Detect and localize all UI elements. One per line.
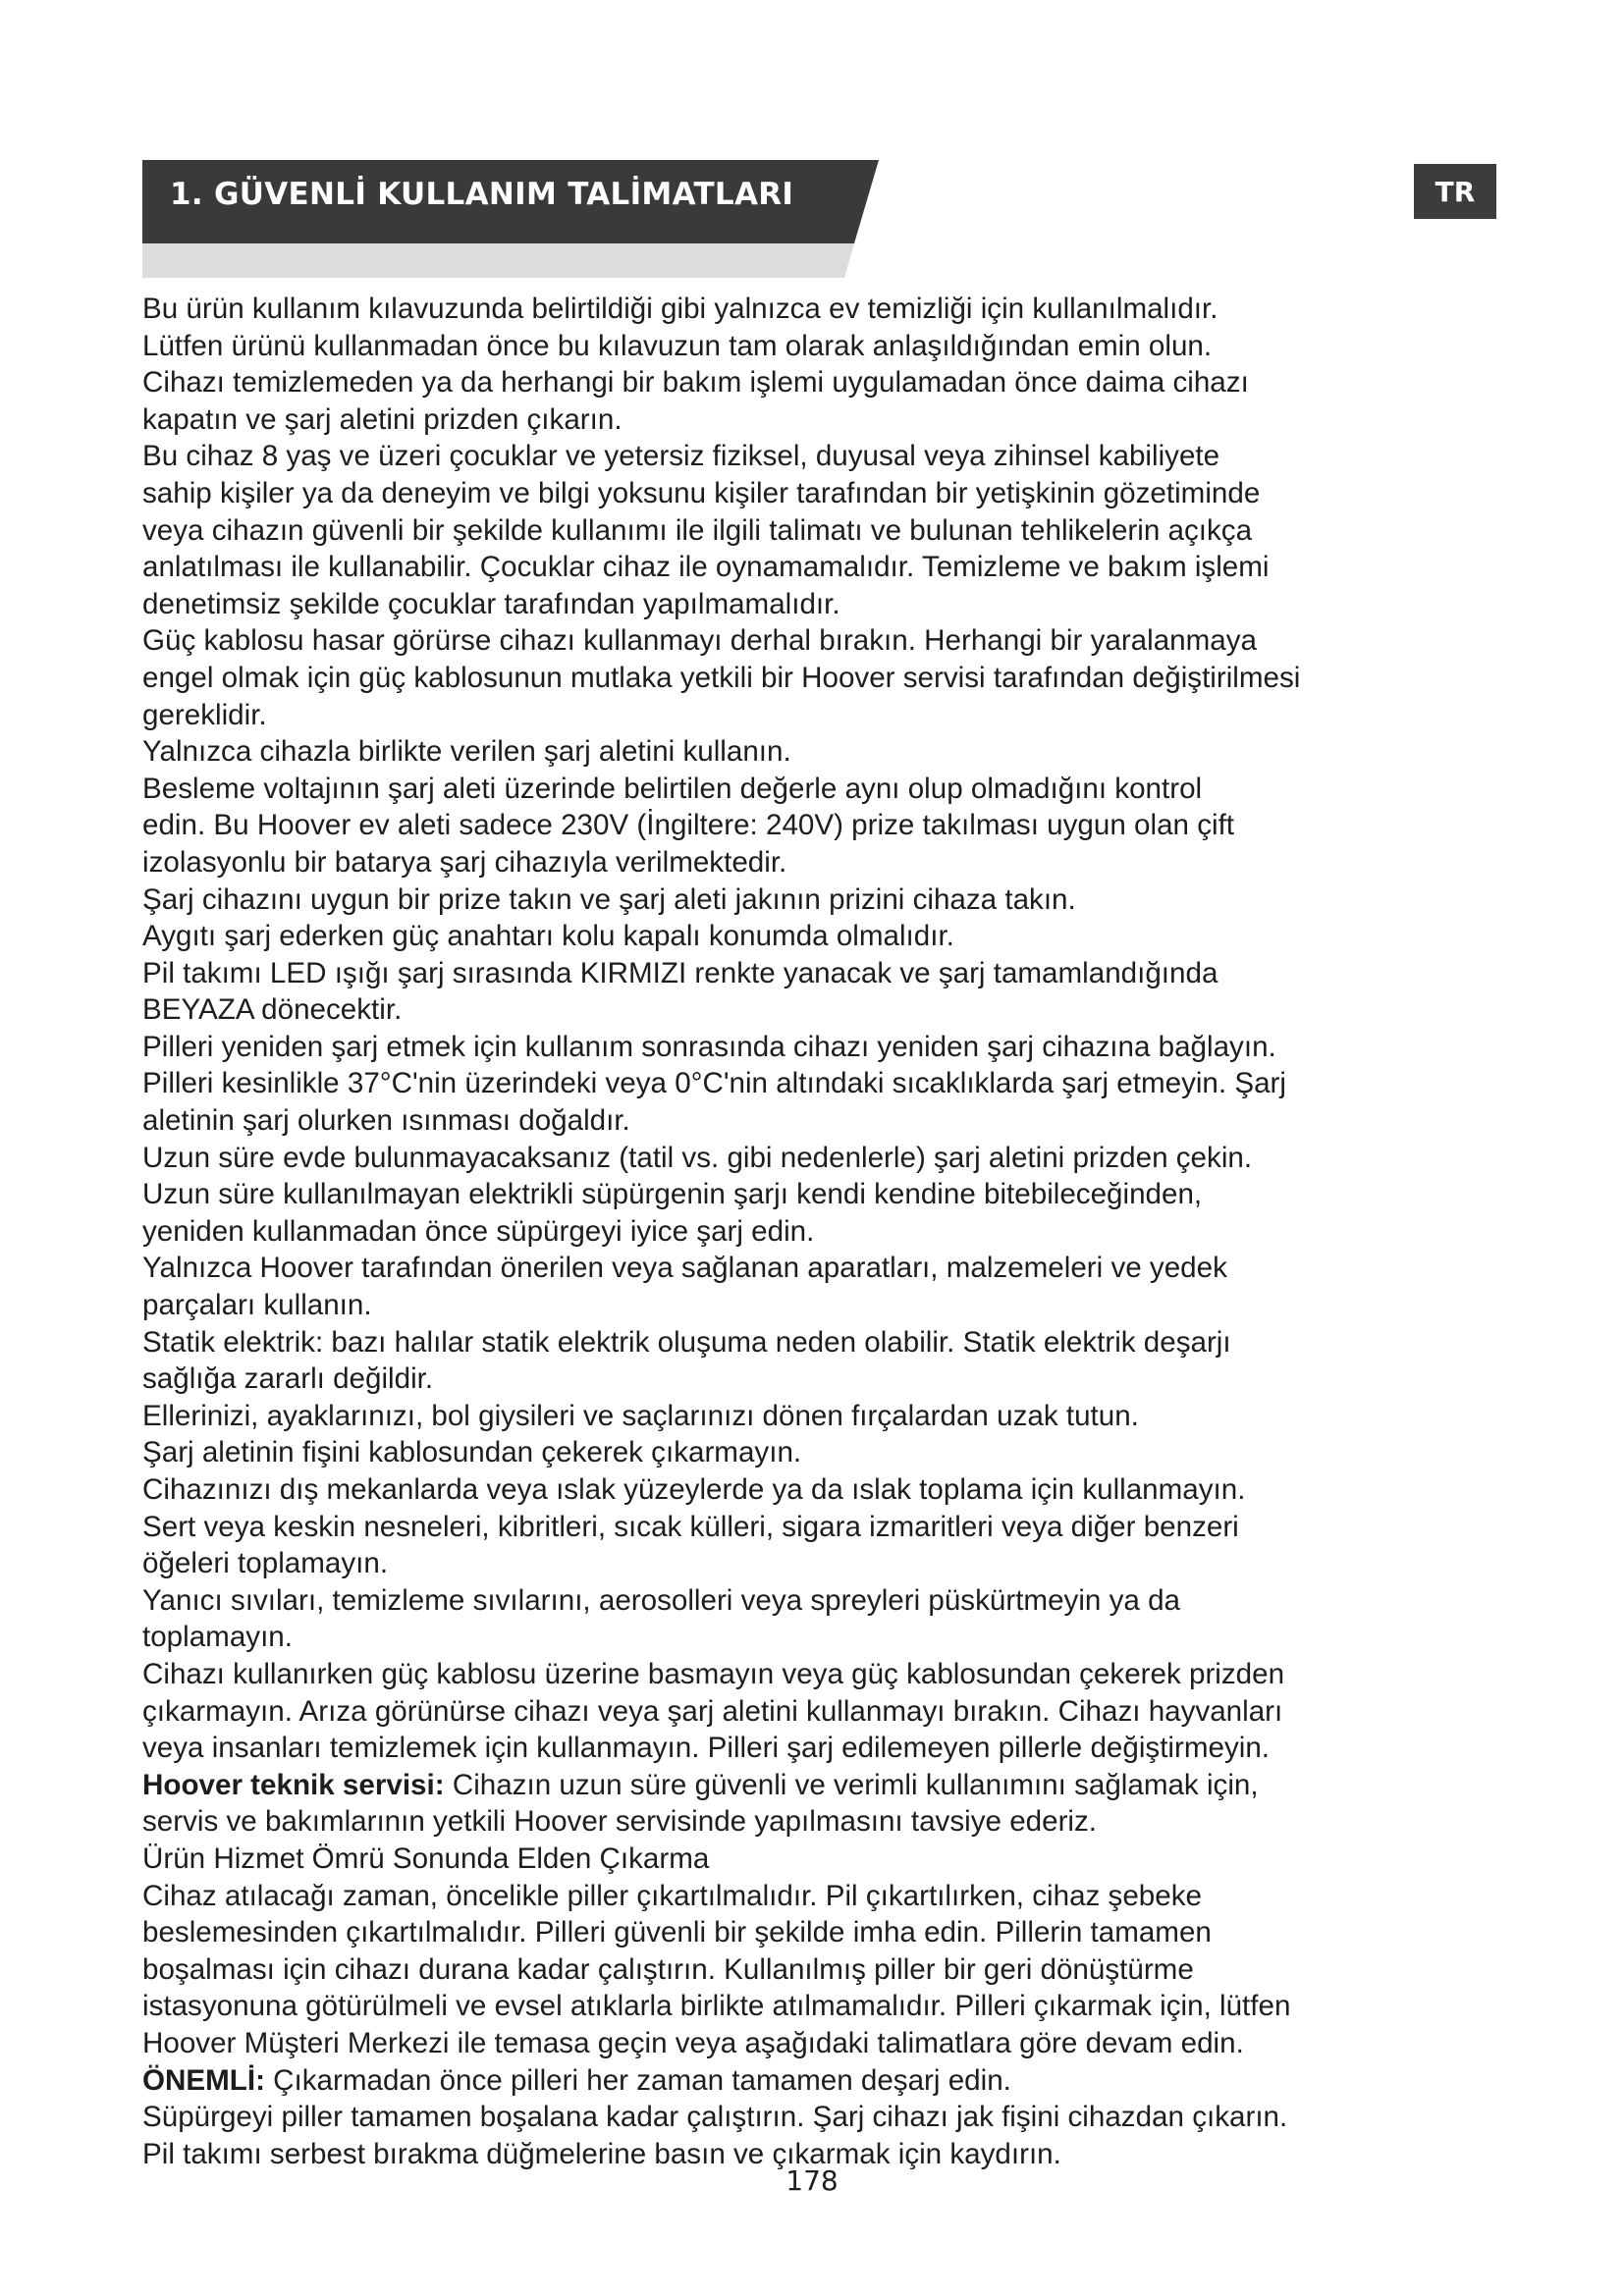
text-line xyxy=(142,991,1502,1029)
line-text: Ürün Hizmet Ömrü Sonunda Elden Çıkarma xyxy=(142,1842,710,1875)
text-line xyxy=(142,1398,1502,1435)
text-line xyxy=(142,1619,1502,1656)
line-text: izolasyonlu bir batarya şarj cihazıyla verilmektedir. xyxy=(142,845,787,879)
line-text: Cihaz atılacağı zaman, öncelikle piller çıkartılmalıdır. Pil çıkartılırken, cihaz şebeke xyxy=(142,1879,1202,1912)
text-line xyxy=(142,881,1502,919)
line-text: Uzun süre evde bulunmayacaksanız (tatil vs. gibi nedenlerle) şarj aletini prizden çekin. xyxy=(142,1141,1253,1174)
text-line xyxy=(142,438,1502,475)
line-text: Yalnızca Hoover tarafından önerilen veya sağlanan aparatları, malzemeleri ve yedek xyxy=(142,1252,1227,1285)
text-line xyxy=(142,1656,1502,1693)
line-text: boşalması için cihazı durana kadar çalıştırın. Kullanılmış piller bir geri dönüştürme xyxy=(142,1952,1194,1986)
text-line xyxy=(142,1730,1502,1767)
line-text: Lütfen ürünü kullanmadan önce bu kılavuzun tam olarak anlaşıldığından emin olun. xyxy=(142,329,1213,362)
line-text: Statik elektrik: bazı halılar statik elektrik oluşuma neden olabilir. Statik elektrik deşarjı xyxy=(142,1325,1231,1359)
language-badge: TR xyxy=(1414,164,1496,219)
line-text: parçaları kullanın. xyxy=(142,1289,372,1322)
text-line xyxy=(142,1545,1502,1582)
line-text: veya insanları temizlemek için kullanmayın. Pilleri şarj edilemeyen pillerle değiştirmeyin. xyxy=(142,1732,1271,1765)
text-line xyxy=(142,733,1502,771)
line-text: Pilleri yeniden şarj etmek için kullanım sonrasında cihazı yeniden şarj cihazına bağlayın. xyxy=(142,1030,1276,1063)
line-text: Pil takımı LED ışığı şarj sırasında KIRMIZI renkte yanacak ve şarj tamamlandığında xyxy=(142,956,1218,989)
text-line xyxy=(142,1361,1502,1398)
line-text: Sert veya keskin nesneleri, kibritleri, sıcak külleri, sigara izmaritleri veya diğer benzeri xyxy=(142,1510,1239,1543)
text-line xyxy=(142,1509,1502,1546)
text-line xyxy=(142,1029,1502,1066)
text-line xyxy=(142,955,1502,992)
line-text: Yalnızca cihazla birlikte verilen şarj aletini kullanın. xyxy=(142,735,791,769)
instructions-body xyxy=(142,291,1502,2172)
text-line xyxy=(142,1988,1502,2025)
text-line xyxy=(142,1250,1502,1287)
line-text: gereklidir. xyxy=(142,698,267,731)
text-line xyxy=(142,1767,1502,1804)
text-line xyxy=(142,1140,1502,1177)
line-text: Çıkarmadan önce pilleri her zaman tamamen deşarj edin. xyxy=(264,2063,1011,2097)
text-line xyxy=(142,807,1502,844)
text-line xyxy=(142,1324,1502,1362)
line-text: veya cihazın güvenli bir şekilde kullanımı ile ilgili talimatı ve bulunan tehlikelerin açıkça xyxy=(142,513,1253,547)
page-number: 178 xyxy=(785,2164,839,2197)
line-text: Cihazı kullanırken güç kablosu üzerine basmayın veya güç kablosundan çekerek prizden xyxy=(142,1657,1285,1690)
line-text: öğeleri toplamayın. xyxy=(142,1547,389,1580)
text-line xyxy=(142,1471,1502,1509)
line-text: Aygıtı şarj ederken güç anahtarı kolu kapalı konumda olmalıdır. xyxy=(142,920,954,953)
text-line xyxy=(142,1582,1502,1620)
text-line xyxy=(142,291,1502,328)
text-line xyxy=(142,771,1502,808)
line-text: Bu cihaz 8 yaş ve üzeri çocuklar ve yetersiz fiziksel, duyusal veya zihinsel kabiliyete xyxy=(142,440,1220,473)
bold-label: Hoover teknik servisi: xyxy=(142,1768,445,1801)
line-text: Şarj aletinin fişini kablosundan çekerek çıkarmayın. xyxy=(142,1436,802,1469)
line-text: çıkarmayın. Arıza görünürse cihazı veya şarj aletini kullanmayı bırakın. Cihazı hayvanları xyxy=(142,1694,1283,1728)
text-line xyxy=(142,844,1502,881)
line-text: Pilleri kesinlikle 37°C'nin üzerindeki veya 0°C'nin altındaki sıcaklıklarda şarj etmeyin. Şarj xyxy=(142,1067,1286,1100)
section-header xyxy=(142,160,879,278)
section-title: 1. GÜVENLİ KULLANIM TALİMATLARI xyxy=(170,177,794,212)
text-line xyxy=(142,1213,1502,1251)
header-band-shadow xyxy=(142,243,854,278)
text-line xyxy=(142,364,1502,401)
line-text: BEYAZA dönecektir. xyxy=(142,993,403,1027)
line-text: sahip kişiler ya da deneyim ve bilgi yoksunu kişiler tarafından bir yetişkinin gözetiminde xyxy=(142,476,1261,509)
text-line xyxy=(142,1841,1502,1878)
line-text: Cihazı temizlemeden ya da herhangi bir bakım işlemi uygulamadan önce daima cihazı xyxy=(142,366,1249,400)
line-text: denetimsiz şekilde çocuklar tarafından yapılmamalıdır. xyxy=(142,587,840,620)
line-text: istasyonuna götürülmeli ve evsel atıklarla birlikte atılmamalıdır. Pilleri çıkarmak için, lütfen xyxy=(142,1990,1291,2023)
line-text: sağlığa zararlı değildir. xyxy=(142,1362,434,1396)
text-line xyxy=(142,697,1502,734)
text-line xyxy=(142,1803,1502,1841)
line-text: Cihazın uzun süre güvenli ve verimli kullanımını sağlamak için, xyxy=(444,1768,1259,1801)
text-line xyxy=(142,549,1502,586)
line-text: Ellerinizi, ayaklarınızı, bol giysileri ve saçlarınızı dönen fırçalardan uzak tutun. xyxy=(142,1399,1139,1432)
text-line xyxy=(142,1693,1502,1731)
text-line xyxy=(142,2062,1502,2100)
line-text: servis ve bakımlarının yetkili Hoover servisinde yapılmasını tavsiye ederiz. xyxy=(142,1805,1098,1839)
text-line xyxy=(142,1102,1502,1140)
line-text: kapatın ve şarj aletini prizden çıkarın. xyxy=(142,402,623,436)
text-line xyxy=(142,1176,1502,1213)
text-line xyxy=(142,512,1502,550)
text-line xyxy=(142,1287,1502,1324)
text-line xyxy=(142,475,1502,512)
line-text: toplamayın. xyxy=(142,1621,293,1654)
line-text: Süpürgeyi piller tamamen boşalana kadar çalıştırın. Şarj cihazı jak fişini cihazdan çıkarın. xyxy=(142,2101,1288,2134)
line-text: anlatılması ile kullanabilir. Çocuklar cihaz ile oynamamalıdır. Temizleme ve bakım işlemi xyxy=(142,551,1270,584)
line-text: aletinin şarj olurken ısınması doğaldır. xyxy=(142,1104,630,1138)
line-text: beslemesinden çıkartılmalıdır. Pilleri güvenli bir şekilde imha edin. Pillerin tamamen xyxy=(142,1916,1212,1949)
text-line xyxy=(142,401,1502,439)
line-text: Besleme voltajının şarj aleti üzerinde belirtilen değerle aynı olup olmadığını kontrol xyxy=(142,772,1203,805)
line-text: edin. Bu Hoover ev aleti sadece 230V (İngiltere: 240V) prize takılması uygun olan çift xyxy=(142,809,1235,842)
line-text: Şarj cihazını uygun bir prize takın ve şarj aleti jakının prizini cihaza takın. xyxy=(142,882,1076,916)
text-line xyxy=(142,2025,1502,2062)
line-text: Pil takımı serbest bırakma düğmelerine basın ve çıkarmak için kaydırın. xyxy=(142,2137,1061,2170)
bold-label: ÖNEMLİ: xyxy=(142,2063,265,2097)
line-text: Bu ürün kullanım kılavuzunda belirtildiği gibi yalnızca ev temizliği için kullanılmalıdır. xyxy=(142,293,1218,325)
text-line xyxy=(142,1914,1502,1951)
text-line xyxy=(142,1878,1502,1915)
line-text: Hoover Müşteri Merkezi ile temasa geçin veya aşağıdaki talimatlara göre devam edin. xyxy=(142,2026,1244,2059)
text-line xyxy=(142,1434,1502,1471)
line-text: yeniden kullanmadan önce süpürgeyi iyice şarj edin. xyxy=(142,1214,815,1248)
line-text: Yanıcı sıvıları, temizleme sıvılarını, aerosolleri veya spreyleri püskürtmeyin ya da xyxy=(142,1583,1180,1617)
line-text: Uzun süre kullanılmayan elektrikli süpürgenin şarjı kendi kendine bitebileceğinden, xyxy=(142,1178,1203,1211)
text-line xyxy=(142,622,1502,660)
text-line xyxy=(142,660,1502,697)
text-line xyxy=(142,918,1502,955)
text-line xyxy=(142,328,1502,365)
text-line xyxy=(142,2099,1502,2136)
text-line xyxy=(142,586,1502,623)
line-text: engel olmak için güç kablosunun mutlaka yetkili bir Hoover servisi tarafından değiştirilmesi xyxy=(142,661,1301,694)
line-text: Güç kablosu hasar görürse cihazı kullanmayı derhal bırakın. Herhangi bir yaralanmaya xyxy=(142,624,1257,658)
line-text: Cihazınızı dış mekanlarda veya ıslak yüzeylerde ya da ıslak toplama için kullanmayın. xyxy=(142,1473,1246,1506)
text-line xyxy=(142,1951,1502,1989)
text-line xyxy=(142,1065,1502,1102)
